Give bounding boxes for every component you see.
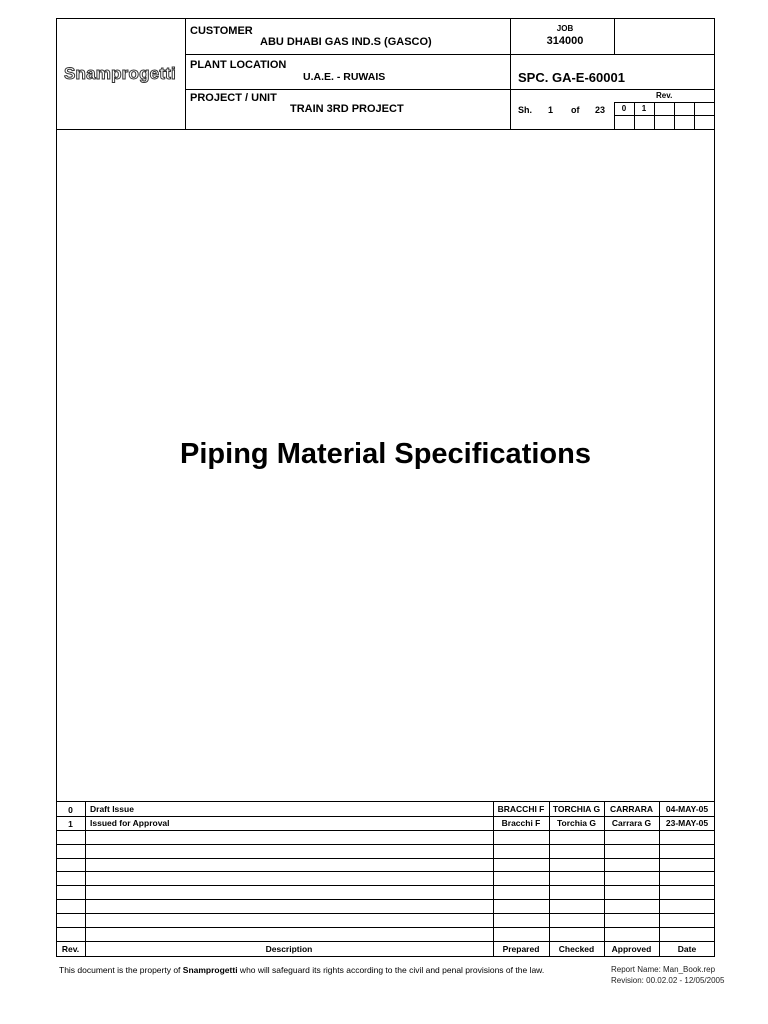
header-prepared: Prepared bbox=[502, 944, 540, 954]
rev-table-col-1 bbox=[85, 801, 86, 957]
header-date: Date bbox=[677, 944, 697, 954]
row-date: 04-MAY-05 bbox=[665, 804, 709, 814]
report-revision: Revision: 00.02.02 - 12/05/2005 bbox=[611, 976, 725, 985]
rev-grid-v3 bbox=[674, 102, 675, 129]
row-approved: CARRARA bbox=[610, 804, 653, 814]
rev-label: Rev. bbox=[656, 91, 673, 100]
customer-value: ABU DHABI GAS IND.S (GASCO) bbox=[260, 36, 432, 48]
rev-grid-v2 bbox=[654, 102, 655, 129]
rev-table-line-9 bbox=[56, 927, 715, 928]
sheet-of-label: of bbox=[571, 105, 580, 115]
header-approved: Approved bbox=[611, 944, 652, 954]
rev-grid-top bbox=[614, 102, 715, 103]
plant-value: U.A.E. - RUWAIS bbox=[303, 71, 386, 83]
rev-box-0: 0 bbox=[621, 104, 627, 113]
job-value: 314000 bbox=[546, 35, 584, 47]
sheet-label: Sh. bbox=[518, 105, 533, 115]
project-label: PROJECT / UNIT bbox=[190, 92, 277, 104]
rev-table-line-1 bbox=[56, 816, 715, 817]
rev-grid-v4 bbox=[694, 102, 695, 129]
rev-table-line-3 bbox=[56, 844, 715, 845]
row-description: Issued for Approval bbox=[90, 818, 170, 828]
row-prepared: BRACCHI F bbox=[497, 804, 545, 814]
rev-table-line-2 bbox=[56, 830, 715, 831]
rev-table-line-6 bbox=[56, 885, 715, 886]
project-value: TRAIN 3RD PROJECT bbox=[290, 103, 404, 115]
row-checked: TORCHIA G bbox=[552, 804, 601, 814]
notice-suffix: who will safeguard its rights according to the civil and penal provisions of the law. bbox=[237, 965, 545, 975]
header-divider-logo bbox=[185, 18, 186, 129]
row-rev: 1 bbox=[68, 819, 73, 829]
job-label: JOB bbox=[556, 24, 574, 33]
row-approved: Carrara G bbox=[611, 818, 652, 828]
document-code: SPC. GA-E-60001 bbox=[518, 70, 625, 85]
header-divider-jobbox bbox=[614, 18, 615, 54]
header-bottom-line bbox=[56, 129, 715, 130]
header-divider-job bbox=[510, 18, 511, 129]
notice-prefix: This document is the property of bbox=[59, 965, 183, 975]
rev-table-line-8 bbox=[56, 913, 715, 914]
rev-table-line-7 bbox=[56, 899, 715, 900]
rev-table-line-4 bbox=[56, 858, 715, 859]
row-date: 23-MAY-05 bbox=[665, 818, 709, 828]
row-prepared: Bracchi F bbox=[501, 818, 541, 828]
header-row1-line bbox=[185, 54, 715, 55]
customer-label: CUSTOMER bbox=[190, 25, 253, 37]
property-notice bbox=[59, 965, 544, 975]
notice-company: Snamprogetti bbox=[182, 965, 238, 975]
company-logo: Snamprogetti bbox=[64, 64, 176, 83]
rev-table-line-10 bbox=[56, 941, 715, 942]
header-description: Description bbox=[265, 944, 313, 954]
header-row2-line bbox=[185, 89, 715, 90]
plant-label: PLANT LOCATION bbox=[190, 59, 287, 71]
report-name: Report Name: Man_Book.rep bbox=[611, 965, 716, 974]
rev-table-line-5 bbox=[56, 871, 715, 872]
sheet-number: 1 bbox=[548, 105, 554, 115]
sheet-total: 23 bbox=[595, 105, 606, 115]
rev-table-top-line bbox=[56, 801, 715, 802]
row-checked: Torchia G bbox=[556, 818, 597, 828]
row-rev: 0 bbox=[68, 805, 73, 815]
rev-grid-mid bbox=[614, 115, 715, 116]
header-checked: Checked bbox=[558, 944, 595, 954]
row-description: Draft Issue bbox=[90, 804, 134, 814]
rev-box-1: 1 bbox=[641, 104, 647, 113]
document-title: Piping Material Specifications bbox=[180, 438, 591, 470]
header-rev: Rev. bbox=[61, 944, 80, 954]
